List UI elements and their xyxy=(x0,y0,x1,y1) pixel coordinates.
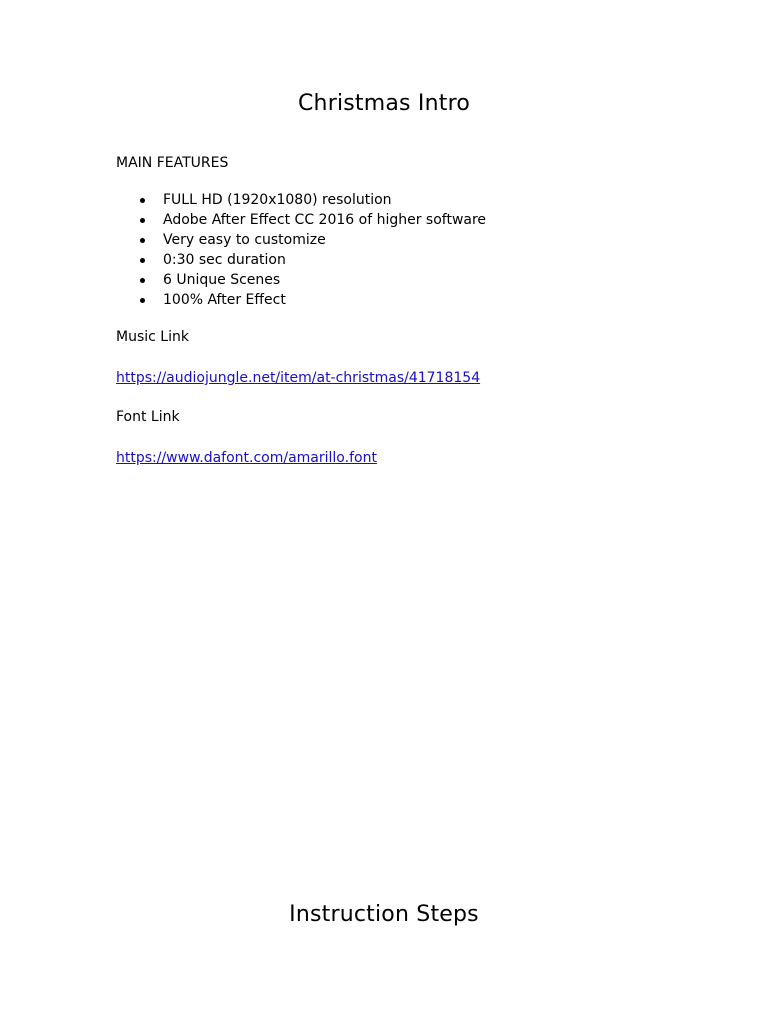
list-item xyxy=(116,190,486,210)
list-item xyxy=(116,250,486,270)
features-list xyxy=(116,190,486,310)
bullet-icon xyxy=(140,298,145,303)
feature-text: Very easy to customize xyxy=(163,232,326,248)
features-heading: MAIN FEATURES xyxy=(116,155,229,171)
music-link[interactable]: https://audiojungle.net/item/at-christmas/41718154 xyxy=(116,370,481,386)
font-link-heading: Font Link xyxy=(116,409,180,425)
font-link-line xyxy=(116,448,377,468)
list-item xyxy=(116,290,486,310)
list-item xyxy=(116,210,486,230)
music-link-heading: Music Link xyxy=(116,329,189,345)
list-item xyxy=(116,230,486,250)
feature-text: 0:30 sec duration xyxy=(163,252,286,268)
list-item xyxy=(116,270,486,290)
bullet-icon xyxy=(140,238,145,243)
font-link[interactable]: https://www.dafont.com/amarillo.font xyxy=(116,450,377,466)
page-title: Christmas Intro xyxy=(298,91,470,116)
bullet-icon xyxy=(140,218,145,223)
bullet-icon xyxy=(140,278,145,283)
bullet-icon xyxy=(140,198,145,203)
feature-text: Adobe After Effect CC 2016 of higher software xyxy=(163,212,487,228)
feature-text: FULL HD (1920x1080) resolution xyxy=(163,192,392,208)
bullet-icon xyxy=(140,258,145,263)
instructions-title: Instruction Steps xyxy=(289,902,479,927)
feature-text: 100% After Effect xyxy=(163,292,286,308)
music-link-line xyxy=(116,368,480,388)
feature-text: 6 Unique Scenes xyxy=(163,272,281,288)
